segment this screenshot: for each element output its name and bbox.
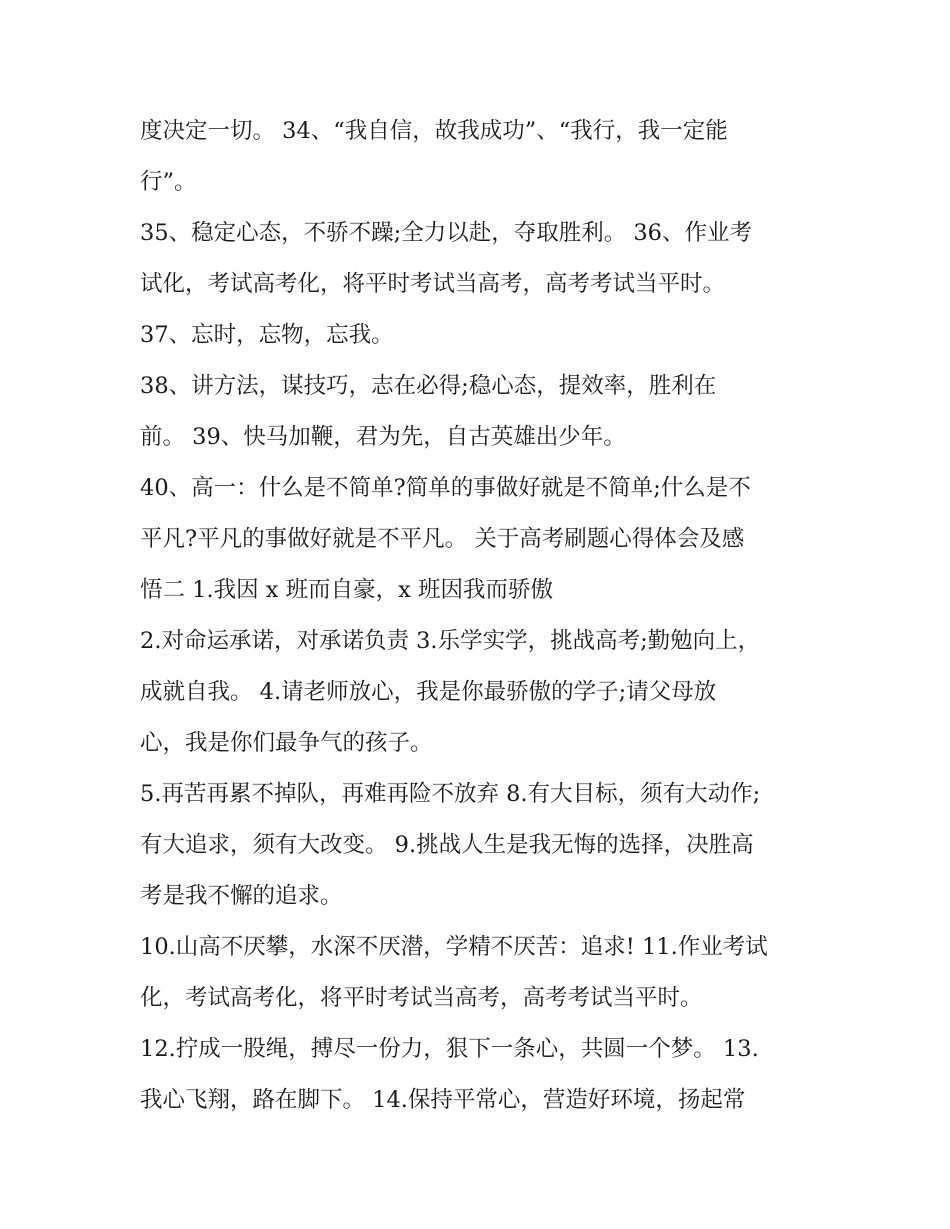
- text-line: 试化，考试高考化，将平时考试当高考，高考考试当平时。: [140, 271, 726, 297]
- text-line: 心，我是你们最争气的孩子。: [140, 730, 433, 756]
- text-line: 5.再苦再累不掉队，再难再险不放弃 8.有大目标，须有大动作;: [140, 781, 761, 807]
- text-line: 37、忘时，忘物，忘我。: [140, 322, 394, 348]
- text-line: 有大追求，须有大改变。 9.挑战人生是我无悔的选择，决胜高: [140, 832, 754, 858]
- text-line: 悟二 1.我因 x 班而自豪，x 班因我而骄傲: [140, 577, 553, 603]
- text-line: 10.山高不厌攀，水深不厌潜，学精不厌苦：追求! 11.作业考试: [140, 934, 768, 960]
- text-line: 35、稳定心态，不骄不躁;全力以赴，夺取胜利。 36、作业考: [140, 220, 752, 246]
- text-line: 化，考试高考化，将平时考试当高考，高考考试当平时。: [140, 985, 703, 1011]
- text-line: 考是我不懈的追求。: [140, 883, 343, 909]
- text-line: 40、高一：什么是不简单?简单的事做好就是不简单;什么是不: [140, 475, 751, 501]
- text-line: 平凡?平凡的事做好就是不平凡。 关于高考刷题心得体会及感: [140, 526, 745, 552]
- body-text: [140, 106, 830, 1126]
- text-line: 前。 39、快马加鞭，君为先，自古英雄出少年。: [140, 424, 626, 450]
- text-line: 38、讲方法，谋技巧，志在必得;稳心态，提效率，胜利在: [140, 373, 717, 399]
- text-line: 12.拧成一股绳，搏尽一份力，狠下一条心，共圆一个梦。 13.: [140, 1036, 759, 1062]
- text-line: 我心飞翔，路在脚下。 14.保持平常心，营造好环境，扬起常: [140, 1087, 746, 1113]
- text-line: 成就自我。 4.请老师放心，我是你最骄傲的学子;请父母放: [140, 679, 717, 705]
- text-line: 行”。: [140, 169, 197, 195]
- text-line: 2.对命运承诺，对承诺负责 3.乐学实学，挑战高考;勤勉向上，: [140, 628, 761, 654]
- text-line: 度决定一切。 34、“我自信，故我成功”、“我行，我一定能: [140, 118, 728, 144]
